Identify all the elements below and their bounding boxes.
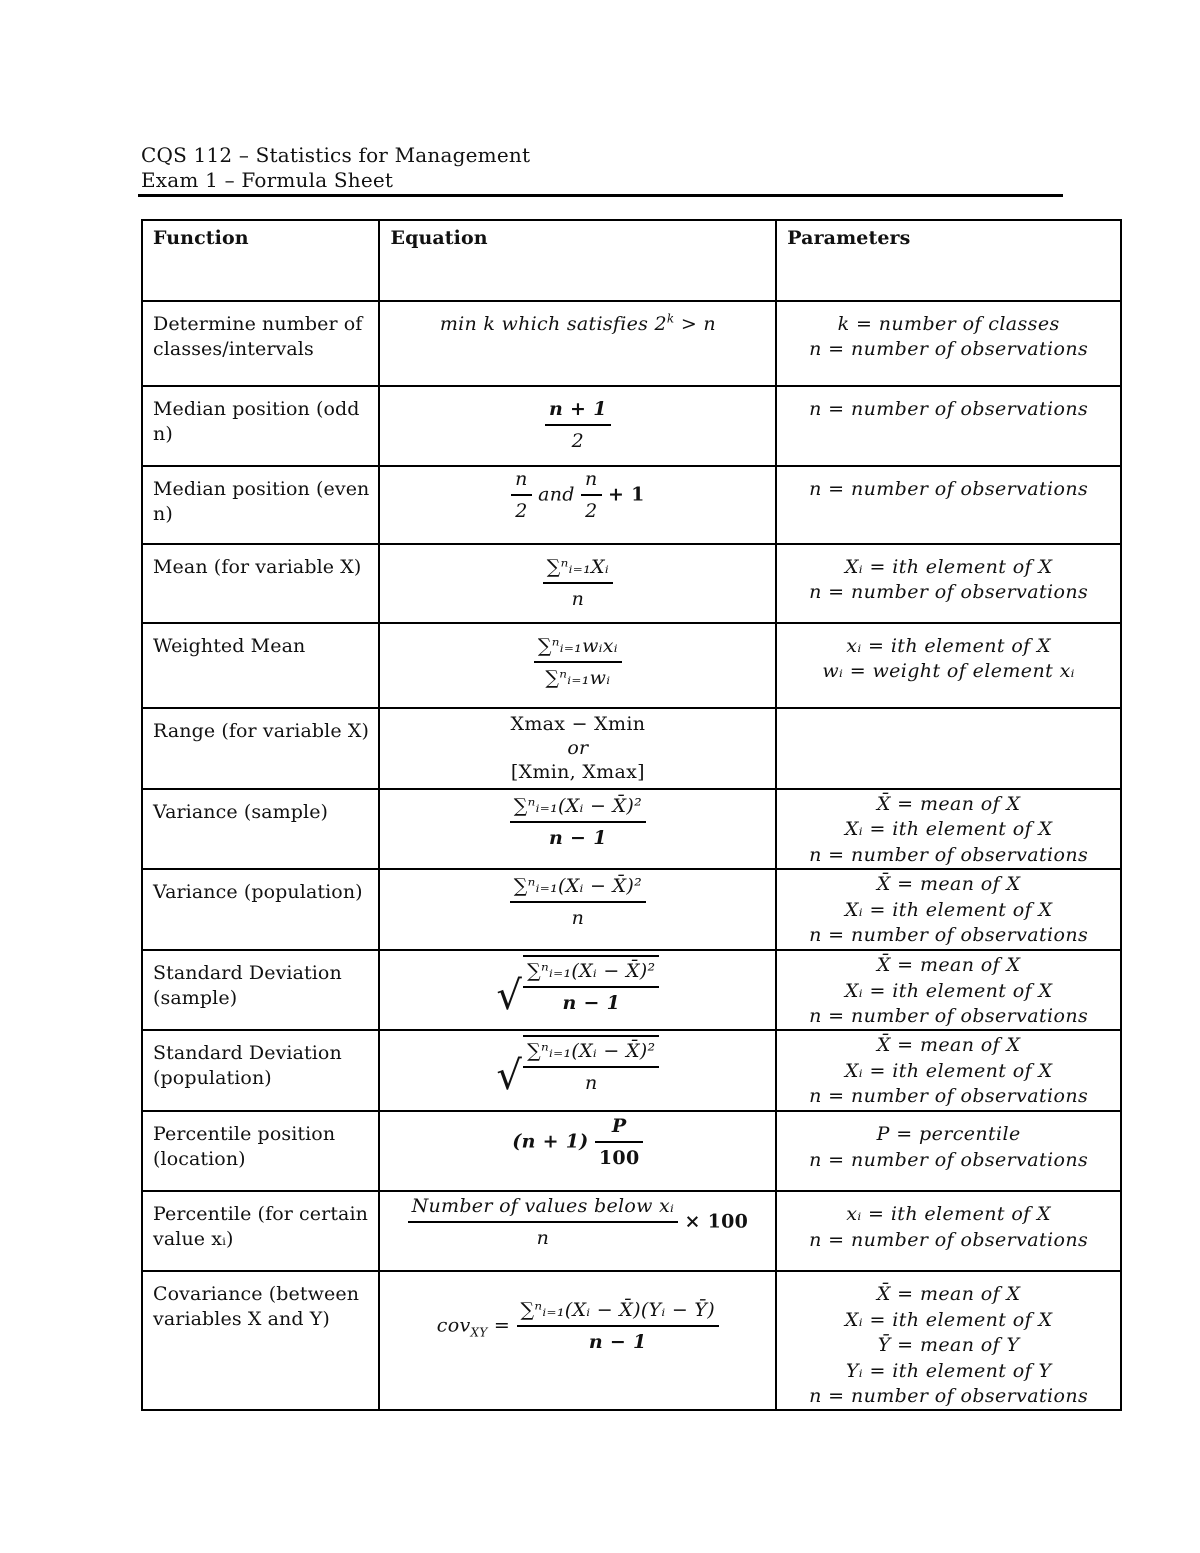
equation: $\frac{\text{Number of values below xᵢ}}{n}$ × 100 xyxy=(380,1192,775,1251)
function-label: Weighted Mean xyxy=(153,635,306,657)
parameters: n = number of observations xyxy=(809,398,1089,420)
function-label: Median position (even n) xyxy=(153,478,370,525)
function-label: Percentile position (location) xyxy=(153,1123,336,1171)
function-label: Covariance (between variables X and Y) xyxy=(153,1283,360,1331)
equation: (n + 1) $\frac{P}{100}$ xyxy=(380,1112,775,1171)
parameters: X̄ = mean of X Xᵢ = ith element of X n = number of observations xyxy=(809,793,1089,866)
header-cell-parameters: Parameters xyxy=(776,220,1121,301)
table-row xyxy=(142,301,1121,386)
table-row xyxy=(142,1271,1121,1410)
equation: $\frac{\text{∑ⁿᵢ₌₁(Xᵢ − X̄)²}}{n - 1}$ xyxy=(380,790,775,851)
equation xyxy=(380,951,775,1020)
function-label: Median position (odd n) xyxy=(153,398,360,445)
parameters xyxy=(777,709,1120,719)
square-root: √ $\frac{\text{∑ⁿᵢ₌₁(Xᵢ − X̄)²}}{n}$ xyxy=(496,1035,659,1096)
function-label: Variance (population) xyxy=(153,881,363,904)
table-row xyxy=(142,950,1121,1030)
equation: min k which satisfies $2^k > n$ xyxy=(439,311,716,335)
parameters: X̄ = mean of X Xᵢ = ith element of X n = number of observations xyxy=(809,954,1089,1028)
equation: $\frac{n}{2}$ and $\frac{n}{2}$ + 1 xyxy=(380,467,775,524)
function-label: Variance (sample) xyxy=(153,801,329,823)
table-row xyxy=(142,869,1121,950)
equation: $\frac{\text{∑ⁿᵢ₌₁wᵢxᵢ}}{\text{∑ⁿᵢ₌₁wᵢ}}$ xyxy=(380,624,775,691)
equation: $\frac{\text{∑ⁿᵢ₌₁(Xᵢ − X̄)²}}{n}$ xyxy=(380,870,775,931)
table-row xyxy=(142,1191,1121,1271)
parameters: Xᵢ = ith element of X n = number of observations xyxy=(809,556,1089,604)
parameters: xᵢ = ith element of X n = number of observations xyxy=(809,1203,1089,1251)
table-row xyxy=(142,1030,1121,1111)
equation: cov$_{XY}$ = $\frac{\text{∑ⁿᵢ₌₁(Xᵢ − X̄)(Yᵢ − Ȳ)}}{n - 1}$ xyxy=(380,1272,775,1355)
parameters: X̄ = mean of X Xᵢ = ith element of X n = number of observations xyxy=(809,873,1089,947)
square-root: √ $\frac{\text{∑ⁿᵢ₌₁(Xᵢ − X̄)²}}{n - 1}$ xyxy=(496,955,659,1016)
function-label: Determine number of classes/intervals xyxy=(153,313,363,360)
function-label: Mean (for variable X) xyxy=(153,556,362,578)
table-header-row xyxy=(142,220,1121,301)
header-cell-function: Function xyxy=(142,220,379,301)
function-label: Percentile (for certain value xᵢ) xyxy=(153,1203,369,1251)
parameters: X̄ = mean of X Xᵢ = ith element of X n = number of observations xyxy=(809,1034,1089,1108)
parameters: n = number of observations xyxy=(809,478,1089,500)
sheet-title: Exam 1 – Formula Sheet xyxy=(141,168,394,192)
parameters: k = number of classes n = number of observations xyxy=(809,313,1089,361)
equation xyxy=(380,1031,775,1100)
equation xyxy=(380,387,775,454)
function-label: Standard Deviation (sample) xyxy=(153,962,342,1010)
header-divider xyxy=(138,194,1063,197)
table-row xyxy=(142,544,1121,623)
equation: $\frac{\text{∑ⁿᵢ₌₁Xᵢ}}{n}$ xyxy=(380,545,775,612)
table-row xyxy=(142,1111,1121,1191)
document-header xyxy=(141,143,1062,193)
parameters: X̄ = mean of X Xᵢ = ith element of X Ȳ = mean of Y Yᵢ = ith element of Y n = number of observations xyxy=(809,1283,1089,1408)
table-row xyxy=(142,789,1121,869)
table-row xyxy=(142,386,1121,466)
table-row xyxy=(142,466,1121,544)
parameters: P = percentile n = number of observations xyxy=(809,1123,1089,1171)
course-title: CQS 112 – Statistics for Management xyxy=(141,143,531,167)
fraction: $\frac{n + 1}{2}$ xyxy=(545,397,611,454)
table-row xyxy=(142,708,1121,789)
formula-table xyxy=(141,219,1122,1411)
function-label: Standard Deviation (population) xyxy=(153,1042,342,1090)
equation: Xmax − Xmin or [Xmin, Xmax] xyxy=(510,713,646,783)
header-cell-equation: Equation xyxy=(379,220,776,301)
parameters: xᵢ = ith element of X wᵢ = weight of element xᵢ xyxy=(822,635,1075,683)
table-row xyxy=(142,623,1121,708)
function-label: Range (for variable X) xyxy=(153,720,369,742)
